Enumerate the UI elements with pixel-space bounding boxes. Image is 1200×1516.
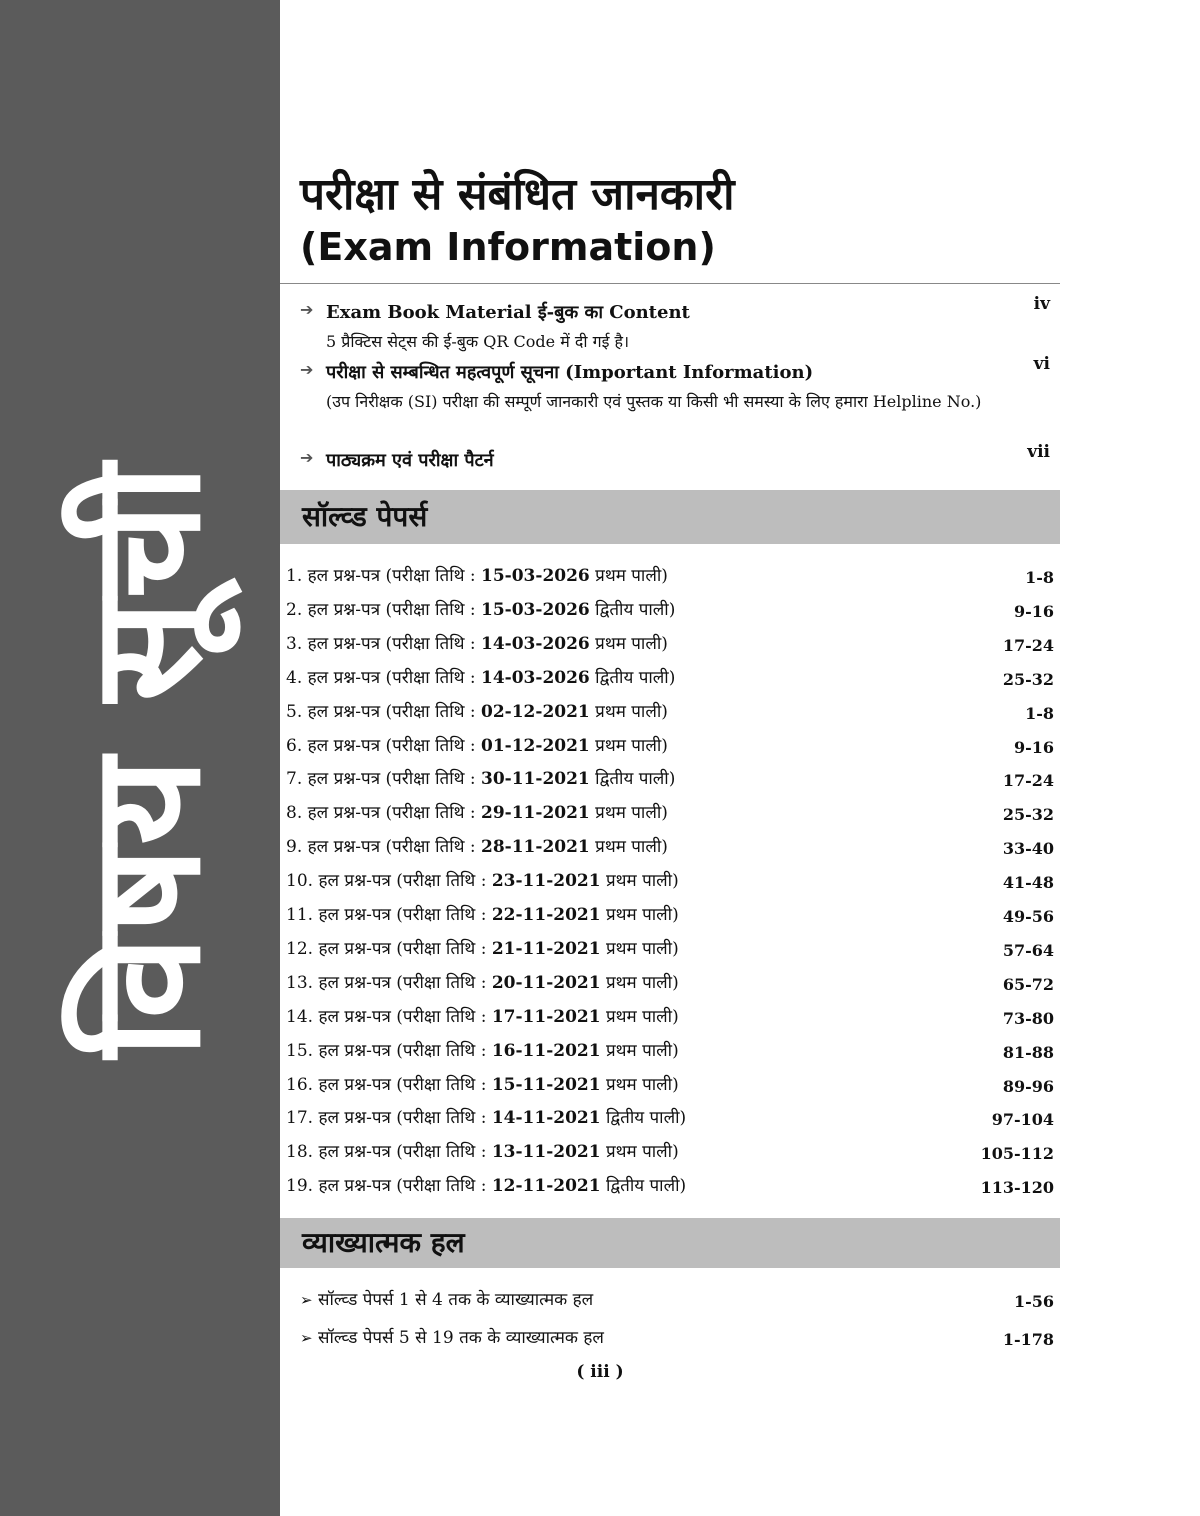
paper-shift: प्रथम पाली) — [605, 972, 679, 993]
table-row — [286, 733, 1054, 767]
paper-label — [286, 936, 679, 962]
paper-shift: प्रथम पाली) — [595, 735, 668, 756]
page-range: 1-8 — [1025, 703, 1054, 723]
info-item-page: vii — [1027, 442, 1050, 462]
paper-number: 15. — [286, 1040, 314, 1061]
info-item-page: iv — [1033, 294, 1050, 314]
paper-label — [286, 834, 668, 860]
paper-prefix: हल प्रश्न-पत्र (परीक्षा तिथि : — [318, 1006, 487, 1027]
paper-shift: प्रथम पाली) — [605, 905, 679, 925]
table-row — [286, 1105, 1054, 1139]
table-row — [286, 699, 1054, 733]
paper-number: 5. — [286, 701, 303, 722]
table-row — [286, 563, 1054, 597]
paper-number: 9. — [286, 837, 303, 858]
paper-prefix: हल प्रश्न-पत्र (परीक्षा तिथि : — [318, 938, 487, 959]
paper-prefix: हल प्रश्न-पत्र (परीक्षा तिथि : — [318, 1074, 487, 1095]
paper-label — [286, 868, 679, 894]
paper-number: 14. — [286, 1006, 314, 1027]
paper-number: 13. — [286, 972, 314, 993]
page-range: 9-16 — [1013, 601, 1054, 621]
paper-number: 11. — [286, 905, 314, 925]
table-row — [286, 1038, 1054, 1072]
paper-number: 2. — [286, 599, 303, 620]
table-row — [286, 800, 1054, 834]
page-range: 81-88 — [1002, 1042, 1054, 1062]
page-subtitle: (Exam Information) — [300, 225, 716, 269]
paper-number: 10. — [286, 871, 314, 892]
page-range: 1-8 — [1025, 568, 1054, 587]
paper-prefix: हल प्रश्न-पत्र (परीक्षा तिथि : — [307, 803, 476, 824]
paper-label — [286, 1038, 679, 1064]
paper-shift: प्रथम पाली) — [605, 1074, 679, 1095]
paper-number: 18. — [286, 1142, 314, 1163]
paper-shift: द्वितीय पाली) — [595, 769, 676, 790]
paper-date: 29-11-2021 — [481, 803, 590, 824]
page-range: 57-64 — [1002, 940, 1054, 960]
paper-shift: प्रथम पाली) — [595, 566, 668, 586]
info-item-head: पाठ्यक्रम एवं परीक्षा पैटर्न — [326, 450, 494, 471]
paper-number: 17. — [286, 1108, 314, 1129]
info-item-desc: (उप निरीक्षक (SI) परीक्षा की सम्पूर्ण जानकारी एवं पुस्तक या किसी भी समस्या के लिए हमारा Helpline No.) — [326, 392, 982, 411]
paper-shift: प्रथम पाली) — [605, 1142, 679, 1163]
paper-number: 1. — [286, 566, 303, 586]
table-row — [286, 597, 1054, 631]
solution-label: सॉल्व्ड पेपर्स 1 से 4 तक के व्याख्यात्मक हल — [318, 1290, 594, 1310]
divider — [280, 283, 1060, 284]
paper-label — [286, 1139, 679, 1165]
paper-number: 8. — [286, 803, 303, 824]
section-title: सॉल्व्ड पेपर्स — [302, 500, 428, 533]
paper-label — [286, 902, 679, 928]
side-band — [0, 0, 280, 1516]
page-range: 113-120 — [980, 1178, 1054, 1198]
page-range: 33-40 — [1002, 839, 1054, 859]
paper-prefix: हल प्रश्न-पत्र (परीक्षा तिथि : — [307, 599, 476, 620]
table-row — [286, 1072, 1054, 1106]
paper-number: 7. — [286, 769, 303, 790]
paper-number: 19. — [286, 1176, 314, 1197]
table-row — [286, 936, 1054, 970]
paper-date: 01-12-2021 — [481, 735, 590, 756]
paper-date: 28-11-2021 — [481, 837, 590, 858]
section-bar-solved — [280, 490, 1060, 544]
paper-shift: प्रथम पाली) — [605, 1006, 679, 1027]
paper-label — [286, 563, 668, 589]
paper-date: 14-03-2026 — [481, 633, 590, 654]
info-item-head: Exam Book Material ई-बुक का Content — [326, 302, 690, 323]
page-range: 105-112 — [980, 1144, 1054, 1164]
paper-number: 12. — [286, 938, 314, 959]
paper-prefix: हल प्रश्न-पत्र (परीक्षा तिथि : — [307, 566, 476, 586]
page-range: 1-178 — [1002, 1330, 1054, 1349]
page-range: 49-56 — [1002, 907, 1054, 926]
paper-shift: द्वितीय पाली) — [605, 1176, 687, 1197]
paper-shift: द्वितीय पाली) — [595, 667, 676, 688]
paper-shift: द्वितीय पाली) — [595, 599, 676, 620]
paper-prefix: हल प्रश्न-पत्र (परीक्षा तिथि : — [307, 769, 476, 790]
table-row — [286, 665, 1054, 699]
paper-prefix: हल प्रश्न-पत्र (परीक्षा तिथि : — [318, 1176, 487, 1197]
page-range: 89-96 — [1002, 1076, 1054, 1096]
solution-label: सॉल्व्ड पेपर्स 5 से 19 तक के व्याख्यात्मक हल — [318, 1328, 604, 1348]
table-row — [286, 766, 1054, 800]
paper-prefix: हल प्रश्न-पत्र (परीक्षा तिथि : — [318, 972, 487, 993]
arrow-right-icon: ➔ — [300, 300, 314, 319]
paper-label — [286, 766, 675, 792]
list-item — [300, 1287, 1054, 1321]
page-range: 1-56 — [1013, 1292, 1054, 1311]
paper-date: 22-11-2021 — [491, 905, 601, 925]
section-bar-solutions — [280, 1218, 1060, 1268]
triangle-right-icon: ➢ — [300, 1329, 313, 1347]
page-range: 17-24 — [1002, 635, 1054, 655]
page-range: 25-32 — [1002, 805, 1054, 825]
paper-label — [286, 631, 668, 657]
paper-label — [286, 699, 668, 725]
paper-prefix: हल प्रश्न-पत्र (परीक्षा तिथि : — [318, 1108, 487, 1129]
paper-date: 14-03-2026 — [481, 667, 590, 688]
paper-prefix: हल प्रश्न-पत्र (परीक्षा तिथि : — [307, 667, 476, 688]
paper-date: 15-03-2026 — [481, 599, 590, 620]
page-range: 25-32 — [1002, 669, 1054, 689]
paper-label — [286, 1105, 686, 1131]
page-range: 41-48 — [1002, 873, 1054, 893]
info-item-desc: 5 प्रैक्टिस सेट्स की ई-बुक QR Code में दी गई है। — [326, 332, 630, 351]
table-row — [286, 1139, 1054, 1173]
paper-label — [286, 1072, 679, 1098]
paper-prefix: हल प्रश्न-पत्र (परीक्षा तिथि : — [318, 1040, 487, 1061]
paper-number: 16. — [286, 1074, 314, 1095]
paper-label — [286, 970, 679, 996]
list-item — [300, 1325, 1054, 1359]
paper-shift: प्रथम पाली) — [605, 938, 679, 959]
paper-label — [286, 1004, 679, 1030]
paper-prefix: हल प्रश्न-पत्र (परीक्षा तिथि : — [307, 735, 476, 756]
paper-date: 16-11-2021 — [491, 1040, 601, 1061]
paper-number: 6. — [286, 735, 303, 756]
paper-shift: प्रथम पाली) — [605, 1040, 679, 1061]
paper-label — [286, 733, 668, 759]
page-number: ( iii ) — [576, 1362, 624, 1382]
paper-shift: प्रथम पाली) — [595, 837, 668, 858]
paper-date: 15-03-2026 — [481, 566, 590, 586]
paper-shift: प्रथम पाली) — [595, 633, 668, 654]
paper-shift: द्वितीय पाली) — [605, 1108, 687, 1129]
paper-prefix: हल प्रश्न-पत्र (परीक्षा तिथि : — [318, 871, 487, 892]
paper-date: 15-11-2021 — [491, 1074, 601, 1095]
paper-label — [286, 597, 675, 623]
table-row — [286, 1173, 1054, 1207]
paper-label — [286, 1173, 686, 1199]
table-row — [286, 868, 1054, 902]
paper-date: 30-11-2021 — [481, 769, 590, 790]
paper-date: 23-11-2021 — [491, 871, 601, 892]
paper-number: 3. — [286, 633, 303, 654]
paper-date: 14-11-2021 — [491, 1108, 601, 1129]
triangle-right-icon: ➢ — [300, 1291, 313, 1309]
paper-date: 21-11-2021 — [491, 938, 601, 959]
paper-prefix: हल प्रश्न-पत्र (परीक्षा तिथि : — [318, 1142, 487, 1163]
paper-prefix: हल प्रश्न-पत्र (परीक्षा तिथि : — [318, 905, 487, 925]
paper-prefix: हल प्रश्न-पत्र (परीक्षा तिथि : — [307, 837, 476, 858]
page-range: 65-72 — [1002, 974, 1054, 994]
paper-prefix: हल प्रश्न-पत्र (परीक्षा तिथि : — [307, 701, 476, 722]
table-row — [286, 970, 1054, 1004]
arrow-right-icon: ➔ — [300, 360, 314, 379]
paper-shift: प्रथम पाली) — [605, 871, 679, 892]
paper-shift: प्रथम पाली) — [595, 803, 668, 824]
side-title: विषय सूची — [60, 462, 234, 1058]
paper-date: 17-11-2021 — [491, 1006, 601, 1027]
table-row — [286, 631, 1054, 665]
section-title: व्याख्यात्मक हल — [302, 1226, 465, 1259]
table-row — [286, 834, 1054, 868]
paper-label — [286, 665, 675, 691]
page-range: 97-104 — [991, 1110, 1054, 1130]
table-row — [286, 902, 1054, 936]
table-row — [286, 1004, 1054, 1038]
page-title: परीक्षा से संबंधित जानकारी — [300, 169, 735, 220]
info-item-head: परीक्षा से सम्बन्धित महत्वपूर्ण सूचना (Important Information) — [326, 362, 814, 383]
paper-date: 13-11-2021 — [491, 1142, 601, 1163]
paper-label — [286, 800, 668, 826]
arrow-right-icon: ➔ — [300, 448, 314, 467]
paper-number: 4. — [286, 667, 303, 688]
page-range: 73-80 — [1002, 1008, 1054, 1028]
paper-prefix: हल प्रश्न-पत्र (परीक्षा तिथि : — [307, 633, 476, 654]
page-range: 17-24 — [1002, 771, 1054, 791]
info-item-page: vi — [1033, 354, 1050, 374]
paper-date: 12-11-2021 — [491, 1176, 601, 1197]
paper-shift: प्रथम पाली) — [595, 701, 668, 722]
paper-date: 20-11-2021 — [491, 972, 601, 993]
page-range: 9-16 — [1013, 737, 1054, 757]
paper-date: 02-12-2021 — [481, 701, 590, 722]
